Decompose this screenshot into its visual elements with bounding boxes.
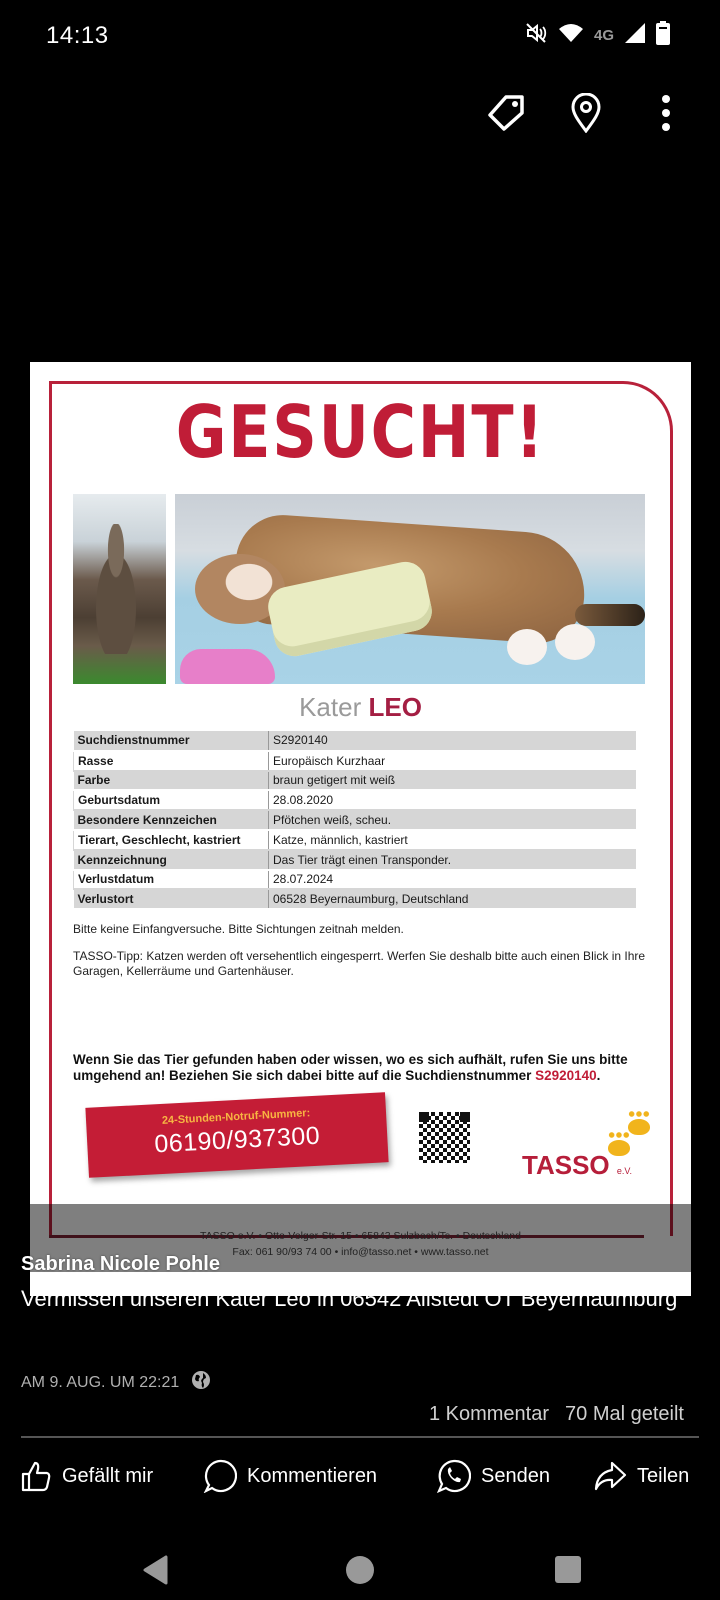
share-button[interactable]: Teilen bbox=[593, 1454, 689, 1498]
whatsapp-icon bbox=[437, 1459, 471, 1493]
post-photo[interactable] bbox=[30, 362, 691, 1296]
location-button[interactable] bbox=[558, 85, 614, 141]
post-stats bbox=[429, 1403, 684, 1426]
status-icons bbox=[524, 22, 670, 48]
table-row: Rasse Europäisch Kurzhaar bbox=[74, 751, 637, 771]
cat-photo-sitting bbox=[73, 494, 166, 684]
post-timestamp: AM 9. AUG. UM 22:21 bbox=[21, 1373, 180, 1391]
location-icon bbox=[569, 93, 603, 133]
poster-note: Bitte keine Einfangversuche. Bitte Sichtungen zeitnah melden. bbox=[73, 922, 404, 936]
network-type: 4G bbox=[593, 26, 614, 44]
globe-icon bbox=[191, 1370, 211, 1395]
table-row: Verlustdatum 28.07.2024 bbox=[74, 870, 637, 890]
status-time: 14:13 bbox=[46, 22, 109, 49]
post-caption: Vermissen unseren Kater Leo in 06542 Allstedt OT Beyernaumburg bbox=[21, 1286, 678, 1311]
cat-name-prefix: Kater bbox=[299, 692, 362, 722]
more-options-button[interactable] bbox=[638, 85, 694, 141]
home-button[interactable] bbox=[340, 1550, 380, 1590]
battery-icon bbox=[656, 21, 670, 50]
tag-button[interactable] bbox=[478, 85, 534, 141]
paw-icon bbox=[628, 1119, 650, 1135]
hotline-number: 06190/937300 bbox=[153, 1121, 321, 1159]
poster-callout: Wenn Sie das Tier gefunden haben oder wissen, wo es sich aufhält, rufen Sie uns bitte umgehend an! Beziehen Sie sich dabei bitte auf die Suchdienstnummer S2920140. bbox=[73, 1052, 628, 1083]
tag-icon bbox=[484, 91, 528, 135]
like-button[interactable]: Gefällt mir bbox=[20, 1454, 153, 1498]
cat-name bbox=[30, 692, 691, 723]
system-nav-bar bbox=[0, 1530, 720, 1600]
photo-toolbar bbox=[460, 85, 720, 145]
recents-icon bbox=[555, 1556, 581, 1584]
qr-code bbox=[417, 1110, 472, 1165]
table-row: Kennzeichnung Das Tier trägt einen Transponder. bbox=[74, 850, 637, 870]
send-button[interactable]: Senden bbox=[437, 1454, 550, 1498]
comment-button[interactable]: Kommentieren bbox=[203, 1454, 377, 1498]
hotline-label: 24-Stunden-Notruf-Nummer: bbox=[161, 1107, 311, 1127]
recents-button[interactable] bbox=[548, 1550, 588, 1590]
poster-tip: TASSO-Tipp: Katzen werden oft versehentlich eingesperrt. Werfen Sie deshalb bitte auch einen Blick in Ihre Garagen, Kellerräume und Gartenhäuser. bbox=[73, 949, 646, 978]
more-icon bbox=[661, 95, 671, 131]
table-row: Verlustort 06528 Beyernaumburg, Deutschland bbox=[74, 889, 637, 909]
mute-icon bbox=[524, 21, 548, 50]
table-row: Farbe braun getigert mit weiß bbox=[74, 771, 637, 791]
tasso-logo: TASSO e.V. bbox=[522, 1150, 633, 1180]
table-row: Geburtsdatum 28.08.2020 bbox=[74, 790, 637, 810]
home-icon bbox=[345, 1555, 375, 1585]
back-button[interactable] bbox=[135, 1550, 175, 1590]
signal-icon bbox=[624, 22, 646, 49]
shares-count[interactable]: 70 Mal geteilt bbox=[565, 1403, 684, 1425]
info-table bbox=[73, 731, 636, 910]
status-bar bbox=[0, 0, 720, 70]
cat-photo-lying bbox=[175, 494, 645, 684]
post-actions bbox=[0, 1454, 720, 1498]
table-row: Besondere Kennzeichen Pfötchen weiß, scheu. bbox=[74, 810, 637, 830]
comments-count[interactable]: 1 Kommentar bbox=[428, 1403, 550, 1425]
poster-title: GESUCHT! bbox=[175, 390, 546, 474]
wifi-icon bbox=[558, 22, 584, 49]
table-row: Suchdienstnummer S2920140 bbox=[74, 731, 637, 751]
back-icon bbox=[141, 1555, 169, 1585]
post-author[interactable]: Sabrina Nicole Pohle bbox=[21, 1253, 220, 1275]
post-meta bbox=[21, 1370, 211, 1395]
thumbs-up-icon bbox=[20, 1460, 52, 1492]
divider bbox=[21, 1436, 699, 1438]
table-row: Tierart, Geschlecht, kastriert Katze, männlich, kastriert bbox=[74, 830, 637, 850]
share-icon bbox=[593, 1460, 627, 1492]
comment-icon bbox=[203, 1459, 237, 1493]
cat-name-value: LEO bbox=[368, 692, 422, 722]
poster-address: TASSO e.V. • Otto-Volger-Str. 15 • 65843 Sulzbach/Ts. • Deutschland Fax: 061 90/93 74 00 • info@tasso.net • www.tasso.net bbox=[200, 1230, 521, 1258]
